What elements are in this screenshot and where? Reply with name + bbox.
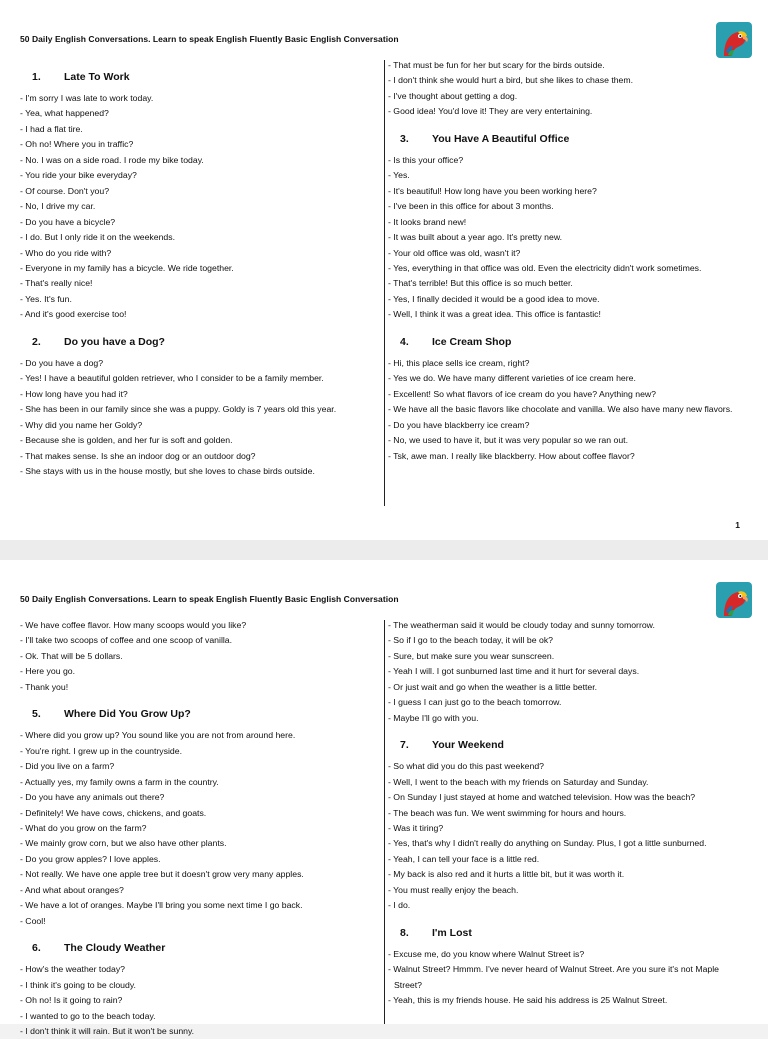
dialogue-line: - That's really nice! [20,278,93,289]
page2-right-column [388,618,738,1009]
dialogue-line: - Of course. Don't you? [20,185,110,196]
dialogue-line: - I had a flat tire. [20,123,83,134]
dialogue-line: - Yea, what happened? [20,108,109,119]
dialogue-line: - Everyone in my family has a bicycle. We ride together. [20,262,234,273]
dialogue-line: - Oh no! Where you in traffic? [20,139,134,150]
dialogue-line: - Do you have a bicycle? [20,216,116,227]
dialogue-line: - Actually yes, my family owns a farm in the country. [20,776,219,787]
dialogue-line: - Walnut Street? Hmmm. I've never heard of Walnut Street. Are you sure it's not Maple Street? [388,964,720,990]
dialogue-line: - Oh no! Is it going to rain? [20,995,123,1006]
section-heading: 7. Your Weekend [400,739,504,752]
dialogue-line: - That must be fun for her but scary for the birds outside. [388,60,605,70]
dialogue-line: - Yes. It's fun. [20,293,72,304]
dialogue-line: - Yes! I have a beautiful golden retriever, who I consider to be a family member. [20,373,324,384]
dialogue-line: - So if I go to the beach today, it will be ok? [388,635,553,646]
parrot-logo-icon [716,22,752,58]
dialogue-line: - That makes sense. Is she an indoor dog or an outdoor dog? [20,450,256,461]
dialogue-line: - That's terrible! But this office is so much better. [388,278,573,289]
dialogue-line: - I do. [388,900,411,911]
dialogue-line: - I wanted to go to the beach today. [20,1010,156,1021]
dialogue-line: - The beach was fun. We went swimming for hours and hours. [388,807,627,818]
dialogue-line: - I don't think she would hurt a bird, but she likes to chase them. [388,75,634,86]
dialogue-line: - Do you grow apples? I love apples. [20,853,161,864]
dialogue-line: - What do you grow on the farm? [20,822,147,833]
dialogue-line: - I don't think it will rain. But it won't be sunny. [20,1025,195,1036]
parrot-logo-icon [716,582,752,618]
dialogue-line: - My back is also red and it hurts a little bit, but it was worth it. [388,869,625,880]
dialogue-line: - So what did you do this past weekend? [388,761,544,772]
dialogue-line: - How's the weather today? [20,964,125,975]
dialogue-line: - Or just wait and go when the weather is a little better. [388,681,598,692]
dialogue-line: - Because she is golden, and her fur is soft and golden. [20,435,233,446]
section-heading: 4. Ice Cream Shop [400,335,512,348]
page2-left-column [20,618,370,1039]
section-heading: 1. Late To Work [32,71,130,83]
dialogue-line: - Definitely! We have cows, chickens, and goats. [20,807,207,818]
dialogue-line: - No, we used to have it, but it was very popular so we ran out. [388,435,628,446]
section-heading: 5. Where Did You Grow Up? [32,708,191,721]
section-heading: 6. The Cloudy Weather [32,942,166,955]
page-number: 1 [735,520,740,530]
dialogue-line: - Do you have blackberry ice cream? [388,419,530,430]
dialogue-line: - How long have you had it? [20,388,128,399]
document-page-2 [0,560,768,1036]
dialogue-line: - It was built about a year ago. It's pretty new. [388,232,563,243]
page-gap [0,540,768,560]
dialogue-line: - Well, I went to the beach with my friends on Saturday and Sunday. [388,776,649,787]
dialogue-line: - We have a lot of oranges. Maybe I'll bring you some next time I go back. [20,900,303,911]
dialogue-line: - Maybe I'll go with you. [388,712,479,723]
dialogue-line: - It's beautiful! How long have you been working here? [388,185,597,196]
dialogue-line: - Here you go. [20,666,76,677]
dialogue-line: - Hi, this place sells ice cream, right? [388,357,530,368]
dialogue-line: - Was it tiring? [388,822,444,833]
dialogue-line: - And it's good exercise too! [20,309,127,320]
dialogue-line: - Yes we do. We have many different varieties of ice cream here. [388,373,636,384]
dialogue-line: - Well, I think it was a great idea. This office is fantastic! [388,309,601,320]
dialogue-line: - Yes, I finally decided it would be a good idea to move. [388,293,600,304]
dialogue-line: - And what about oranges? [20,884,124,895]
dialogue-line: - I'll take two scoops of coffee and one scoop of vanilla. [20,635,233,646]
dialogue-line: - Do you have any animals out there? [20,792,165,803]
dialogue-line: - Good idea! You'd love it! They are very entertaining. [388,106,593,117]
dialogue-line: - Did you live on a farm? [20,761,115,772]
dialogue-line: - Yeah I will. I got sunburned last time and it hurt for several days. [388,666,640,677]
dialogue-line: - Yes. [388,170,410,181]
dialogue-line: - Ok. That will be 5 dollars. [20,650,123,661]
dialogue-line: - Why did you name her Goldy? [20,419,143,430]
dialogue-line: - Yeah, I can tell your face is a little red. [388,853,540,864]
dialogue-line: - Yes, that's why I didn't really do anything on Sunday. Plus, I got a little sunburned. [388,838,707,849]
column-divider [384,60,385,506]
dialogue-line: - I think it's going to be cloudy. [20,979,136,990]
dialogue-line: - She stays with us in the house mostly, but she loves to chase birds outside. [20,465,315,476]
dialogue-line: - We have all the basic flavors like chocolate and vanilla. We also have many new flavors. [388,404,733,415]
document-header: 50 Daily English Conversations. Learn to speak English Fluently Basic English Conversation [20,34,399,44]
dialogue-line: - Where did you grow up? You sound like you are not from around here. [20,730,296,741]
section-heading: 2. Do you have a Dog? [32,335,165,348]
dialogue-line: - She has been in our family since she was a puppy. Goldy is 7 years old this year. [20,404,337,415]
page1-left-column [20,58,370,479]
dialogue-line: - No. I was on a side road. I rode my bike today. [20,154,204,165]
dialogue-line: - I guess I can just go to the beach tomorrow. [388,697,562,708]
dialogue-line: - On Sunday I just stayed at home and watched television. How was the beach? [388,792,696,803]
dialogue-line: - Yes, everything in that office was old. Even the electricity didn't work sometimes. [388,262,702,273]
dialogue-line: - Your old office was old, wasn't it? [388,247,521,258]
dialogue-line: - Excuse me, do you know where Walnut Street is? [388,948,585,959]
page1-right-column [388,58,738,464]
dialogue-line: - You must really enjoy the beach. [388,884,519,895]
dialogue-line: - No, I drive my car. [20,201,96,212]
dialogue-line: - I'm sorry I was late to work today. [20,93,154,103]
column-divider [384,620,385,1024]
dialogue-line: - You're right. I grew up in the countryside. [20,745,182,756]
dialogue-line: - Cool! [20,915,46,926]
dialogue-line: - You ride your bike everyday? [20,170,137,181]
section-heading: 3. You Have A Beautiful Office [400,132,570,145]
dialogue-line: - Is this your office? [388,154,464,165]
dialogue-line: - Thank you! [20,681,69,692]
dialogue-line: - We mainly grow corn, but we also have other plants. [20,838,227,849]
dialogue-line: - Sure, but make sure you wear sunscreen. [388,650,555,661]
dialogue-line: - We have coffee flavor. How many scoops would you like? [20,620,247,630]
dialogue-line: - It looks brand new! [388,216,467,227]
dialogue-line: - Tsk, awe man. I really like blackberry. How about coffee flavor? [388,450,635,461]
dialogue-line: - Yeah, this is my friends house. He said his address is 25 Walnut Street. [388,995,668,1006]
dialogue-line: - I've thought about getting a dog. [388,90,518,101]
dialogue-line: - Not really. We have one apple tree but it doesn't grow very many apples. [20,869,304,880]
dialogue-line: - Excellent! So what flavors of ice cream do you have? Anything new? [388,388,657,399]
document-header: 50 Daily English Conversations. Learn to speak English Fluently Basic English Conversation [20,594,399,604]
dialogue-line: - Do you have a dog? [20,357,104,368]
section-heading: 8. I'm Lost [400,926,472,939]
dialogue-line: - The weatherman said it would be cloudy today and sunny tomorrow. [388,620,655,630]
dialogue-line: - I've been in this office for about 3 months. [388,201,554,212]
dialogue-line: - I do. But I only ride it on the weekends. [20,232,176,243]
dialogue-line: - Who do you ride with? [20,247,112,258]
